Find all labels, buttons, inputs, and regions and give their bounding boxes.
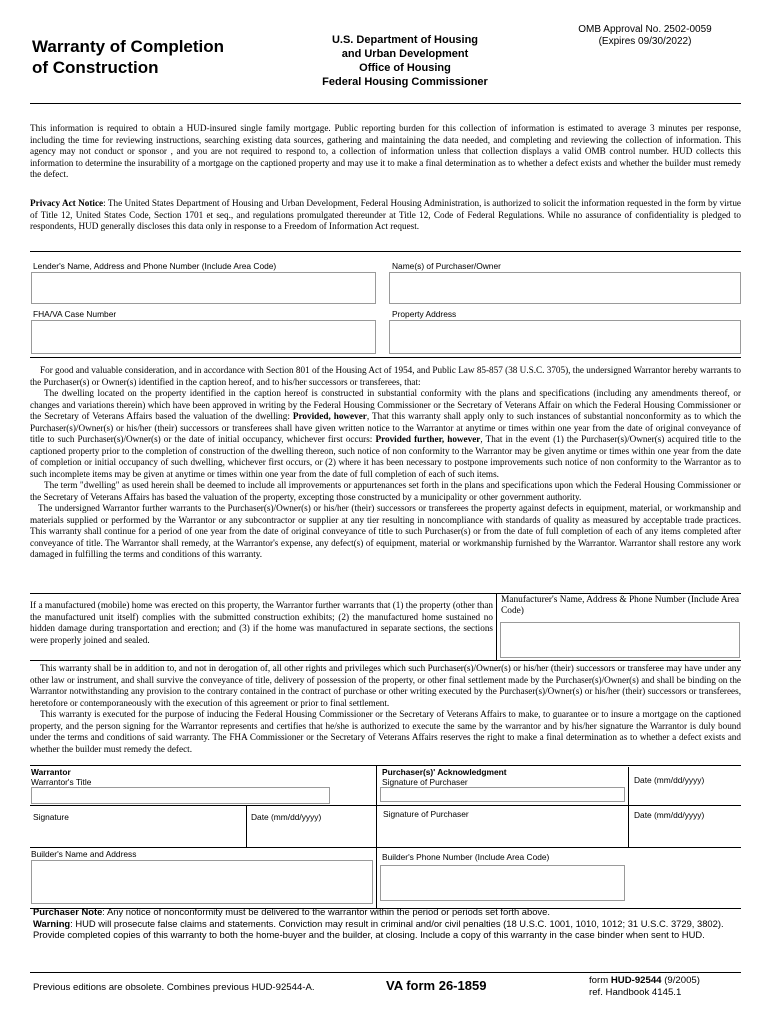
signature-divider-top <box>30 765 741 766</box>
builder-name-label: Builder's Name and Address <box>31 849 137 859</box>
signature-label: Signature <box>33 812 69 822</box>
signature-vdivider <box>376 765 377 908</box>
privacy-divider <box>30 251 741 252</box>
burden-text: This information is required to obtain a HUD-insured single family mortgage. Public reporting burden for this collection of information is estimated to average 3 minutes per response, including the time for reviewing instructions, searching existing data sources, gathering and maintaining the data needed, and completing and reviewing the collection of information. This agency may not conduct or sponsor , and you are not required to respond to, a collection of information unless that collection displays a valid OMB control number. HUD collects this information to determine the insurability of a mortgage on the captioned property and may use it to make a final determination as to whether a defect exists and whether the builder must remedy the defect. <box>30 123 741 179</box>
footer-divider <box>30 972 741 973</box>
warranty-body <box>30 365 741 561</box>
warrantor-heading: Warrantor <box>31 767 71 777</box>
builder-name-field[interactable] <box>31 860 373 904</box>
manufactured-divider-bottom <box>30 660 741 661</box>
purchaser-names-label: Name(s) of Purchaser/Owner <box>392 261 501 271</box>
obsolete-notice: Previous editions are obsolete. Combines previous HUD-92544-A. <box>33 982 315 993</box>
omb-approval <box>560 24 730 48</box>
form-title-line1: Warranty of Completion <box>32 37 225 56</box>
builder-phone-field[interactable] <box>380 865 625 901</box>
agency-line1: U.S. Department of Housing <box>331 34 479 46</box>
header-divider <box>30 103 741 104</box>
purchaser-note: Purchaser Note: Any notice of nonconformity must be delivered to the warrantor within the period or periods set forth above. <box>33 906 550 917</box>
va-form-number: VA form 26-1859 <box>386 978 487 993</box>
body-paragraph-4: The undersigned Warrantor further warrants to the Purchaser(s)/Owner(s) or his/her (their) successors or transferees the property against defects in equipment, material, or workmanship and materials supplied or performed by the Warrantor or any subcontractor or supplier at any tier resulting in noncompliance with standards of quality as measured by acceptable trade practices. This warranty shall continue for a period of one year from the date of original conveyance of title to such Purchaser(s) or from the date of full completion of each of any items completed after conveyance of title. The Warrantor shall remedy, at the Warrantor's expense, any defect(s) of equipment, material or workmanship furnished by the Warrantor. Warrantor shall restore any work damaged in fulfilling the terms and conditions of this warranty. <box>30 503 741 559</box>
property-address-field[interactable] <box>389 320 741 354</box>
form-id <box>589 975 700 999</box>
signature-row-divider <box>30 805 741 806</box>
manufactured-divider-top <box>30 593 741 594</box>
manufacturer-field[interactable] <box>500 622 740 658</box>
date-vdivider-1 <box>628 767 629 805</box>
form-number-line: form HUD-92544 (9/2005) <box>589 975 700 986</box>
builder-row-divider <box>30 847 741 848</box>
date-label-3: Date (mm/dd/yyyy) <box>634 810 705 820</box>
provide-copies-note: Provide completed copies of this warranty to both the home-buyer and the builder, at closing. Include a copy of this warranty in the case binder when sent to HUD. <box>33 929 705 941</box>
manufactured-home-clause: If a manufactured (mobile) home was erected on this property, the Warrantor further warrants that (1) the property (other than the manufactured unit itself) complies with the submitted construction exhibits; (2) the manufactured home sustained no hidden damage during transportation and erection; and (3) if the home was manufactured in separate sections, the sections were properly joined and sealed. <box>30 600 493 645</box>
property-address-label: Property Address <box>392 309 457 319</box>
warrantor-title-field[interactable] <box>31 787 330 804</box>
body-paragraph-3: The term "dwelling" as used herein shall be deemed to include all improvements or appurtenances set forth in the plans and specifications upon which the Federal Housing Commissioner or the Secretary of Veterans Affairs has based the valuation of the property, excepting those constructed by a municipality or other government authority. <box>30 480 741 502</box>
warranty-body-continued <box>30 663 741 755</box>
handbook-reference: ref. Handbook 4145.1 <box>589 987 682 998</box>
omb-expiration: (Expires 09/30/2022) <box>598 36 692 47</box>
signature-date-vdivider <box>246 805 247 847</box>
privacy-act-notice <box>30 198 741 233</box>
form-title-line2: of Construction <box>32 58 159 77</box>
agency-block <box>300 33 510 89</box>
notes-section <box>33 906 738 941</box>
fields-divider <box>30 357 741 358</box>
body-paragraph-6: This warranty shall be in addition to, and not in derogation of, all other rights and privileges which such Purchaser(s)/Owner(s) or his/her (their) successors or transferee may have under any other law or instrument, and shall survive the conveyance of title, delivery of possession of the property, or other final settlement made by the Purchaser(s)/Owner(s) and shall be binding on the Warrantor notwithstanding any provision to the contrary contained in the contract of purchase or other writing executed by the Purchaser(s)/Owner(s) or his/her (their) successors or transferees, heretofore or contemporaneously with the execution of this agreement or prior to final settlement. <box>30 663 741 708</box>
warning-note: Warning: HUD will prosecute false claims and statements. Conviction may result in criminal and/or civil penalties (18 U.S.C. 1001, 1010, 1012; 31 U.S.C. 3729, 3802). <box>33 917 724 929</box>
body-paragraph-7: This warranty is executed for the purpose of inducing the Federal Housing Commissioner or the Secretary of Veterans Affairs to make, to guarantee or to insure a mortgage on the captioned property, and the person signing for the Warrantor represents and certifies that he/she is authorized to execute the same by the warrantor and by his/her signature the Warrantor is duly bound under the terms and conditions of said warranty. The FHA Commissioner or the Secretary of Veterans Affairs reserves the right to make a final determination as to whether a defect exists and whether the builder must remedy the defect. <box>30 709 741 754</box>
manufactured-vdivider <box>496 593 497 660</box>
warrantor-title-label: Warrantor's Title <box>31 777 92 787</box>
signature-of-purchaser-label-2: Signature of Purchaser <box>383 809 469 819</box>
signature-of-purchaser-label-1: Signature of Purchaser <box>382 777 468 787</box>
date-vdivider-2 <box>628 805 629 847</box>
lender-field[interactable] <box>31 272 376 304</box>
date-label-2: Date (mm/dd/yyyy) <box>251 812 322 822</box>
purchaser-signature-field-1[interactable] <box>380 787 625 802</box>
burden-statement <box>30 123 741 181</box>
agency-line3: Office of Housing <box>359 62 451 74</box>
purchaser-ack-heading: Purchaser(s)' Acknowledgment <box>382 767 507 777</box>
lender-label: Lender's Name, Address and Phone Number (Include Area Code) <box>33 261 277 271</box>
builder-phone-label: Builder's Phone Number (Include Area Code) <box>382 852 550 862</box>
date-label-1: Date (mm/dd/yyyy) <box>634 775 705 785</box>
case-number-field[interactable] <box>31 320 376 354</box>
body-paragraph-2: The dwelling located on the property identified in the caption hereof is constructed in substantial conformity with the plans and specifications (including any amendments thereof, or changes and variations therein) which have been approved in writing by the Federal Housing Commissioner or the Secretary of Veterans Affair on which the Federal Housing Commissioner or the Secretary of Veterans Affairs based the valuation of the dwelling: Provided, however, That this warranty shall apply only to such instances of substantial nonconformity as to which the Purchaser(s)/Owner(s) or his/her (their) successors or transferees shall have given written notice to the Warrantor at anytime or times within one year from the date of original conveyance of title to such Purchaser(s)/Owner(s) or the date of initial occupancy, whichever first occurs: Provided further, however, That in the event (1) the Purchaser(s)/Owner(s) acquired title to the captioned property prior to the completion of construction of the dwelling thereon, such notice of non conformity to the Warrantor may be given anytime or times within one year from the date of completion or initial occupancy of such dwelling, whichever first occurs, or (2) where it has been necessary to postpone improvements such notice of non conformity to the Warrantor as to such incomplete items may be given at anytime or times within one year from the date of full completion of each of such items. <box>30 388 741 479</box>
agency-line4: Federal Housing Commissioner <box>322 76 488 88</box>
body-paragraph-1: For good and valuable consideration, and in accordance with Section 801 of the Housing Act of 1954, and Public Law 85-857 (38 U.S.C. 3705), the undersigned Warrantor hereby warrants to the Purchaser(s) or Owner(s) identified in the caption hereof, and to his/her successors or transferees, that: <box>30 365 742 387</box>
omb-number: OMB Approval No. 2502-0059 <box>578 24 712 35</box>
agency-line2: and Urban Development <box>341 48 469 60</box>
manufacturer-label: Manufacturer's Name, Address & Phone Number (Include Area Code) <box>501 595 740 616</box>
case-number-label: FHA/VA Case Number <box>33 309 117 319</box>
form-title <box>32 36 282 78</box>
privacy-heading: Privacy Act Notice <box>30 198 104 208</box>
purchaser-names-field[interactable] <box>389 272 741 304</box>
privacy-text: : The United States Department of Housing and Urban Development, Federal Housing Administration, is authorized to solicit the information requested in the form by virtue of Title 12, United States Code, Section 1701 et seq., and regulations promulgated thereunder at Title 12, Code of Federal Regulations. While no assurance of confidentiality is pledged to respondents, HUD generally discloses this data only in response to a Freedom of Information Act request. <box>30 198 741 231</box>
